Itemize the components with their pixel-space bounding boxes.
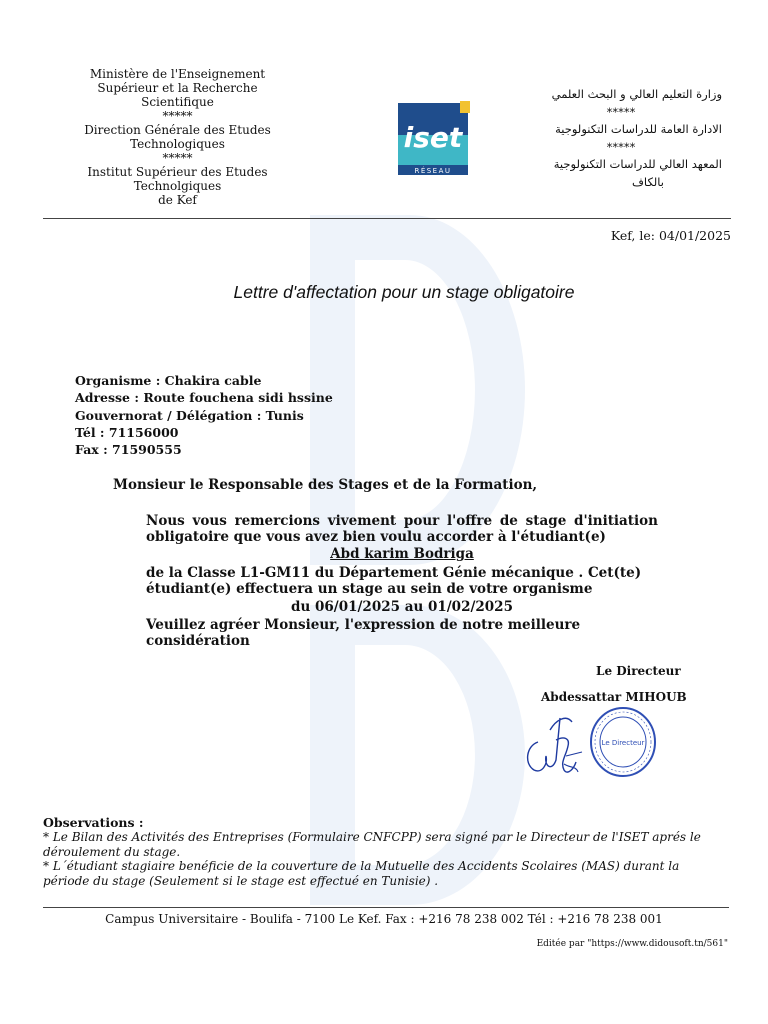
header-line-ar: وزارة التعليم العالي و البحث العلمي <box>551 87 722 101</box>
header-line-ar: ***** <box>606 139 636 154</box>
signatory-role: Le Directeur <box>596 664 681 678</box>
header-line: Ministère de l'Enseignement <box>89 67 266 81</box>
iset-logo <box>398 101 474 177</box>
student-name: Abd karim Bodriga <box>330 546 474 562</box>
letter-paragraph-1: Nous vous remercions vivement pour l'offre de stage d'initiation obligatoire que vous avez bien voulu accorder à l'étudiant(e) <box>146 513 658 545</box>
letter-closing: Veuillez agréer Monsieur, l'expression de notre meilleure considération <box>146 617 581 649</box>
header-line: ***** <box>162 151 193 165</box>
header-line: de Kef <box>158 193 197 207</box>
edited-by: Editée par "https://www.didousoft.tn/561" <box>536 939 728 949</box>
date-line: Kef, le: 04/01/2025 <box>610 228 731 243</box>
stamp-text: Le Directeur <box>601 739 645 747</box>
header-line: Technolgiques <box>133 179 222 193</box>
letter-title: Lettre d'affectation pour un stage obligatoire <box>233 282 575 302</box>
organisme-fax: Fax : 71590555 <box>75 442 182 458</box>
header-line: Technologiques <box>130 137 225 151</box>
organisme-address: Adresse : Route fouchena sidi hssine <box>75 390 333 406</box>
ministry-header-fr <box>60 67 295 207</box>
ministry-header-ar <box>520 86 722 191</box>
handwritten-signature <box>520 700 590 780</box>
organisme-tel: Tél : 71156000 <box>75 424 179 440</box>
header-line-ar: الادارة العامة للدراسات التكنولوجية <box>555 122 722 136</box>
logo-word: iset <box>403 121 463 154</box>
logo-caption: RÉSEAU <box>414 167 452 175</box>
signatory-name: Abdessattar MIHOUB <box>541 690 687 704</box>
footer-divider <box>43 907 729 908</box>
organisme-region: Gouvernorat / Délégation : Tunis <box>75 407 304 423</box>
observations-heading: Observations : <box>43 815 144 830</box>
header-line: Scientifique <box>141 95 214 109</box>
header-line: Direction Générale des Etudes <box>84 123 271 137</box>
header-line: Supérieur et la Recherche <box>97 81 258 95</box>
letter-paragraph-2: de la Classe L1-GM11 du Département Génie mécanique . Cet(te) étudiant(e) effectuera un stage au sein de votre organisme <box>146 565 642 597</box>
observation-note-2: * L´étudiant stagiaire benéficie de la couverture de la Mutuelle des Accidents Scolaires (MAS) durant la période du stage (Seulement si le stage est effectué en Tunisie) . <box>43 859 680 888</box>
organisme-name: Organisme : Chakira cable <box>75 373 262 388</box>
header-line-ar: ***** <box>606 104 636 119</box>
header-line: ***** <box>162 109 193 123</box>
official-stamp <box>589 706 657 778</box>
header-line: Institut Supérieur des Etudes <box>87 165 268 179</box>
header-line-ar: المعهد العالي للدراسات التكنولوجية <box>553 157 722 171</box>
footer-address: Campus Universitaire - Boulifa - 7100 Le Kef. Fax : +216 78 238 002 Tél : +216 78 238 001 <box>105 912 663 926</box>
header-line-ar: بالكاف <box>632 174 664 189</box>
internship-period: du 06/01/2025 au 01/02/2025 <box>291 599 513 615</box>
header-divider <box>43 218 731 219</box>
organisme-block <box>75 372 333 458</box>
salutation: Monsieur le Responsable des Stages et de la Formation, <box>113 477 538 493</box>
observation-note-1: * Le Bilan des Activités des Entreprises (Formulaire CNFCPP) sera signé par le Directeur de l'ISET aprés le déroulement du stage. <box>43 830 701 859</box>
